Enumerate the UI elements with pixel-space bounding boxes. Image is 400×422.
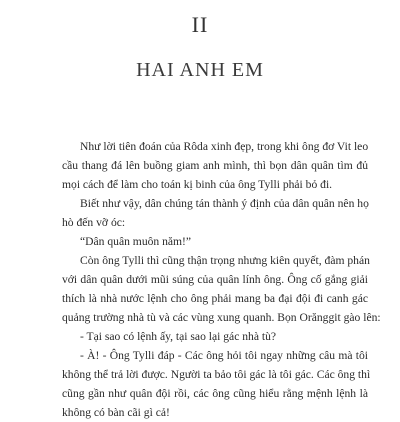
chapter-title: HAI ANH EM bbox=[136, 59, 264, 81]
text-line: không thể trả lời được. Người ta bảo tôi gác là tôi gác. Các ông thì bbox=[62, 368, 371, 381]
text-line: Còn ông Tylli thì cũng thận trọng nhưng kiên quyết, đàm phán bbox=[80, 254, 370, 267]
text-line: - Tại sao có lệnh ấy, tại sao lại gác nhà tù? bbox=[80, 330, 277, 343]
text-line: thích là nhà nước lệnh cho ông phải mang ba đại đội đi canh gác bbox=[62, 292, 368, 305]
text-line: cầu thang đá lên buồng giam anh mình, thì bọn dân quân tìm đủ bbox=[62, 159, 368, 172]
text-line: - À! - Ông Tylli đáp - Các ông hỏi tôi ngay những câu mà tôi bbox=[80, 349, 368, 362]
text-line: hò đến vỡ óc: bbox=[62, 216, 126, 229]
text-line: “Dân quân muôn năm!” bbox=[80, 235, 192, 248]
text-line: với dân quân dưới mũi súng của quân lính ông. Ông cố gắng giải bbox=[62, 273, 368, 286]
chapter-body bbox=[62, 137, 381, 422]
text-line: Như lời tiên đoán của Rôda xinh đẹp, trong khi ông đơ Vit leo bbox=[80, 140, 369, 153]
text-line: Biết như vậy, dân chúng tán thành ý định của dân quân nên họ bbox=[80, 197, 369, 210]
text-line: quảng trường nhà tù và các vùng xung quanh. Bọn Orănggit gào lên: bbox=[62, 311, 381, 324]
text-line: mọi cách để làm cho toán kị binh của ông Tylli phải bỏ đi. bbox=[62, 178, 333, 191]
text-line: không có bàn cãi gì cả! bbox=[62, 406, 170, 419]
text-line: cũng gần như quân đội rồi, các ông cũng hiểu rằng mệnh lệnh là bbox=[62, 387, 368, 400]
chapter-number: II bbox=[191, 12, 209, 37]
